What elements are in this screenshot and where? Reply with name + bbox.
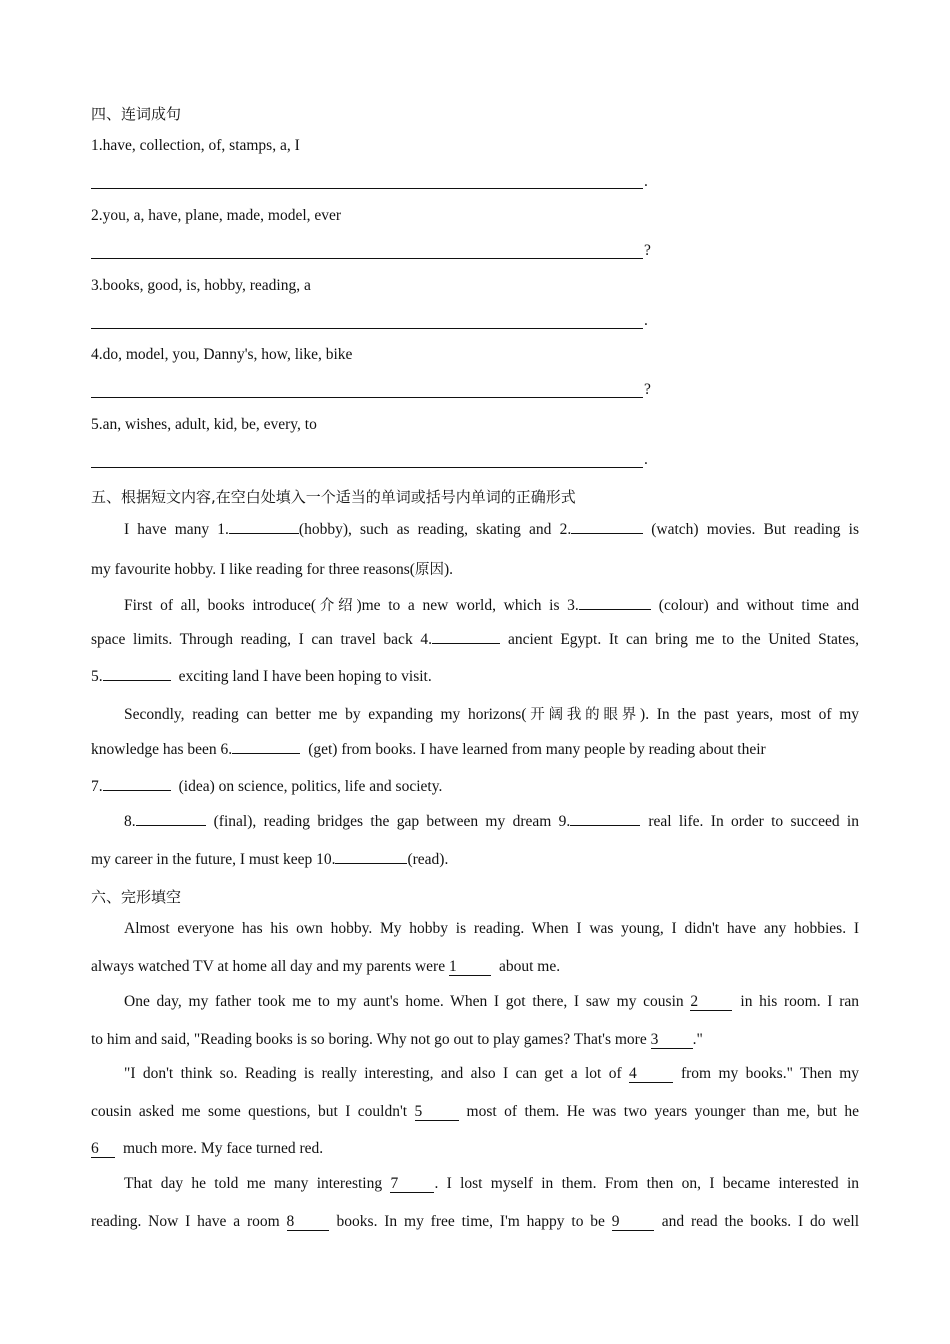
cloze-blank-8[interactable]: 8 <box>287 1214 329 1231</box>
cloze-blank-9[interactable]: 9 <box>612 1214 654 1231</box>
cloze-blank-5[interactable]: 5 <box>415 1104 459 1121</box>
passage6-line: reading. Now I have a room 8 books. In my free time, I'm happy to be 9 and read the books. I do well <box>91 1213 860 1230</box>
item1-answer-line[interactable] <box>91 188 643 189</box>
section6-heading: 六、完形填空 <box>91 888 182 906</box>
passage6-line: Almost everyone has his own hobby. My hobby is reading. When I was young, I didn't have any hobbies. I <box>124 920 859 937</box>
passage5-line: First of all, books introduce(介绍)me to a new world, which is 3. (colour) and without time and <box>124 597 860 614</box>
item5-prompt: 5.an, wishes, adult, kid, be, every, to <box>91 416 317 433</box>
blank-4[interactable] <box>432 643 500 644</box>
item4-end-mark: ? <box>644 381 651 398</box>
cloze-blank-7[interactable]: 7 <box>390 1176 434 1193</box>
item5-answer-line[interactable] <box>91 467 643 468</box>
passage5-line: Secondly, reading can better me by expanding my horizons(开阔我的眼界). In the past years, most of my <box>124 706 859 723</box>
cloze-blank-1[interactable]: 1 <box>449 959 491 976</box>
item4-answer-line[interactable] <box>91 397 643 398</box>
passage5-line: 8. (final), reading bridges the gap between my dream 9. real life. In order to succeed in <box>124 813 859 830</box>
passage6-line: One day, my father took me to my aunt's home. When I got there, I saw my cousin 2 in his room. I ran <box>124 993 859 1010</box>
passage6-line: "I don't think so. Reading is really interesting, and also I can get a lot of 4 from my books." Then my <box>124 1065 860 1082</box>
cloze-blank-3[interactable]: 3 <box>651 1032 693 1049</box>
passage6-line: cousin asked me some questions, but I couldn't 5 most of them. He was two years younger than me, but he <box>91 1103 860 1120</box>
blank-10[interactable] <box>335 863 407 864</box>
item2-prompt: 2.you, a, have, plane, made, model, ever <box>91 207 342 224</box>
blank-9[interactable] <box>570 825 640 826</box>
blank-3[interactable] <box>579 609 651 610</box>
item3-answer-line[interactable] <box>91 328 643 329</box>
blank-2[interactable] <box>571 533 643 534</box>
item4-prompt: 4.do, model, you, Danny's, how, like, bike <box>91 346 353 363</box>
passage5-line: my favourite hobby. I like reading for three reasons(原因). <box>91 561 453 578</box>
passage5-line: I have many 1. (hobby), such as reading, skating and 2. (watch) movies. But reading is <box>124 521 859 538</box>
item2-answer-line[interactable] <box>91 258 643 259</box>
passage5-line: space limits. Through reading, I can travel back 4. ancient Egypt. It can bring me to the United States, <box>91 631 859 648</box>
blank-6[interactable] <box>232 753 300 754</box>
item3-end-mark: . <box>644 312 648 329</box>
passage6-line: to him and said, "Reading books is so boring. Why not go out to play games? That's more 3 ." <box>91 1031 703 1048</box>
passage6-line: always watched TV at home all day and my parents were 1 about me. <box>91 958 561 975</box>
item5-end-mark: . <box>644 451 648 468</box>
passage5-line: 5. exciting land I have been hoping to visit. <box>91 668 432 685</box>
passage5-line: 7. (idea) on science, politics, life and society. <box>91 778 443 795</box>
passage6-line: 6 much more. My face turned red. <box>91 1140 324 1157</box>
passage6-line: That day he told me many interesting 7 . I lost myself in them. From then on, I became interested in <box>124 1175 860 1192</box>
cloze-blank-2[interactable]: 2 <box>690 994 732 1011</box>
blank-1[interactable] <box>229 533 299 534</box>
section4-heading: 四、连词成句 <box>91 105 182 123</box>
item2-end-mark: ? <box>644 242 651 259</box>
cloze-blank-6[interactable]: 6 <box>91 1141 115 1158</box>
item1-prompt: 1.have, collection, of, stamps, a, I <box>91 137 300 154</box>
section5-heading: 五、根据短文内容,在空白处填入一个适当的单词或括号内单词的正确形式 <box>91 488 576 506</box>
cloze-blank-4[interactable]: 4 <box>629 1066 673 1083</box>
item3-prompt: 3.books, good, is, hobby, reading, a <box>91 277 311 294</box>
blank-7[interactable] <box>103 790 171 791</box>
passage5-line: my career in the future, I must keep 10. (read). <box>91 851 449 868</box>
blank-5[interactable] <box>103 680 171 681</box>
blank-8[interactable] <box>136 825 206 826</box>
passage5-line: knowledge has been 6. (get) from books. I have learned from many people by reading about their <box>91 741 766 758</box>
item1-end-mark: . <box>644 173 648 190</box>
